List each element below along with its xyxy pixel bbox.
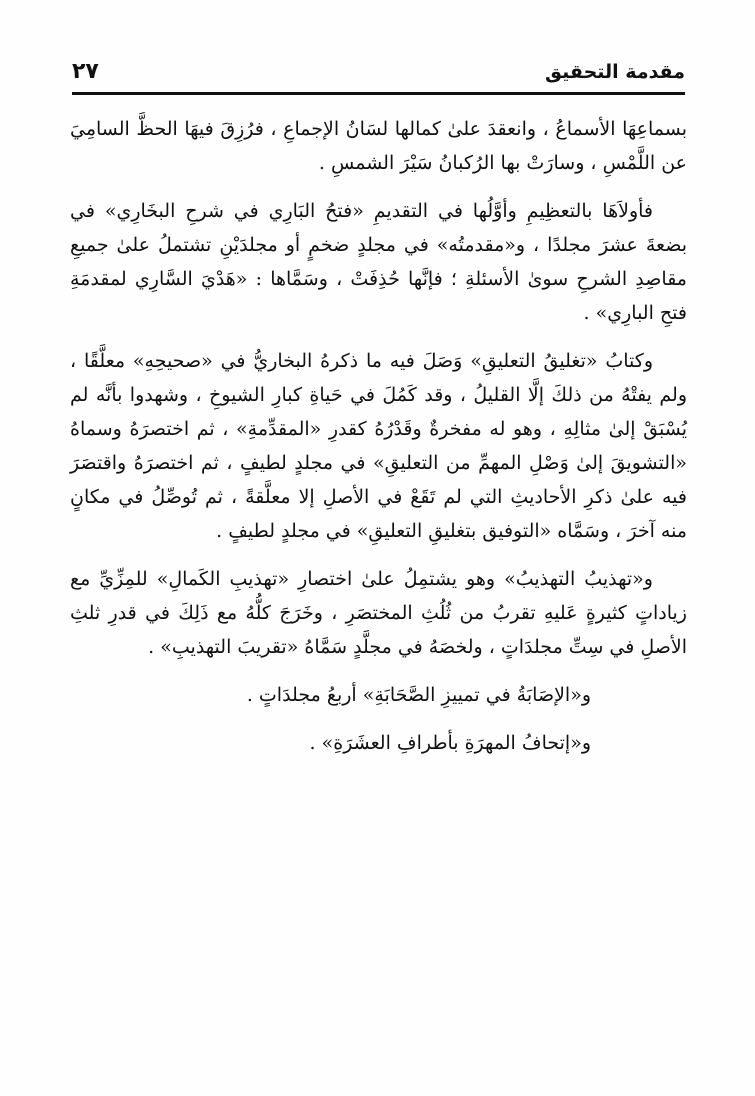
paragraph-text: بسماعِهَا الأسماعُ ، وانعقدَ علىٰ كمالها لسَانُ الإجماعِ ، فرُزِقَ فيهَا الحظَّ السامِيَ عن اللَّمْسِ ، وسارَتْ بها الرُكبانُ سَيْرَ الشمسِ . <box>70 118 687 174</box>
page-number: ٢٧ <box>72 59 99 84</box>
list-item: و«إتحافُ المهرَةِ بأطرافِ العشَرَةِ» . <box>309 732 591 754</box>
main-text <box>70 112 687 760</box>
paragraph-text: وكتابُ «تغليقُ التعليقِ» وَصَلَ فيه ما ذكرهُ البخاريُّ في «صحيحِهِ» معلَّقًا ، ولم يفتْهُ من ذلكَ إلَّا القليلُ ، وقد كَمُلَ في حَياةِ كبارِ الشيوخِ ، وشهدوا بأنَّه لم يُسْبَقْ إلىٰ مثالِهِ ، وهو له مفخرةٌ وقَدْرُهُ كقدرِ «المقدِّمةِ» ، ثم اختصرَهُ وسماهُ «التشويقَ إلىٰ وَصْلِ المهمِّ من التعليقِ» في مجلدٍ لطيفٍ ، ثم اختصرَهُ واقتصَرَ فيه علىٰ ذكرِ الأحاديثِ التي لم تَقَعْ في الأصلِ إلا معلَّقةً ، ثم تُوصِّلُ في مكانٍ منه آخرَ ، وسَمَّاه «التوفيق بتغليقِ التعليقِ» في مجلدٍ لطيفٍ . <box>70 350 687 542</box>
paragraph-2 <box>70 194 687 330</box>
paragraph-3 <box>70 344 687 548</box>
list-item: و«الإصَابَةُ في تمييزِ الصَّحَابَةِ» أربعُ مجلدَاتٍ . <box>246 684 591 706</box>
header-rule <box>72 92 685 95</box>
running-title: مقدمة التحقيق <box>545 61 685 83</box>
paragraph-1 <box>70 112 687 180</box>
book-list <box>70 678 687 760</box>
paragraph-text: و«تهذيبُ التهذيبُ» وهو يشتمِلُ علىٰ اختصارِ «تهذيبِ الكَمالِ» للمِزِّيِّ مع زياداتٍ كثيرةٍ عَليهِ تقربُ من ثُلُثِ المختصَرِ ، وخَرَجَ كلُّهُ مع ذَلِكَ في قدرِ ثلثِ الأصلِ في سِتِّ مجلدَاتٍ ، ولخصَهُ في مجلَّدٍ سَمَّاهُ «تقريبَ التهذيبِ» . <box>70 568 687 658</box>
paragraph-text: فأولاَهَا بالتعظِيمِ وأوَّلُها في التقديمِ «فتحُ البَارِي في شرحِ البخَارِي» في بضعةَ عشرَ مجلدًا ، و«مقدمتُه» في مجلدٍ ضخمٍ أو مجلدَيْنِ تشتملُ علىٰ جميعِ مقاصِدِ الشرحِ سوىٰ الأسئلةِ ؛ فإنَّها حُذِفَتْ ، وسَمَّاها : «هَدْيَ السَّارِي لمقدمَةِ فتحِ البارِي» . <box>70 200 687 324</box>
page-header <box>72 58 685 94</box>
paragraph-4 <box>70 562 687 664</box>
